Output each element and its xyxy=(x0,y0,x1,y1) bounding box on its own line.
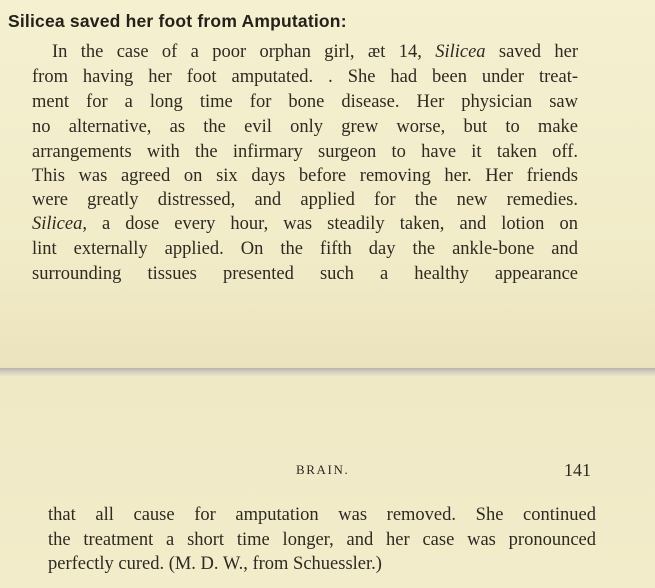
paragraph-line: were greatly distressed, and applied for the new remedies. xyxy=(32,190,578,210)
running-head: BRAIN. xyxy=(296,462,350,477)
paragraph-line: Silicea, a dose every hour, was steadily taken, and lotion on xyxy=(32,214,578,234)
paragraph-line: from having her foot amputated. . She had been under treat- xyxy=(32,67,578,87)
paragraph-line: In the case of a poor orphan girl, æt 14, Silicea saved her xyxy=(52,42,578,62)
paragraph-line: that all cause for amputation was removed. She continued xyxy=(48,505,596,525)
page-number: 141 xyxy=(564,460,591,480)
paragraph-line: perfectly cured. (M. D. W., from Schuessler.) xyxy=(48,554,382,574)
paragraph-line: ment for a long time for bone disease. Her physician saw xyxy=(32,92,578,112)
paragraph-line: This was agreed on six days before removing her. Her friends xyxy=(32,166,578,186)
paragraph-line: arrangements with the infirmary surgeon to have it taken off. xyxy=(32,142,578,162)
page-divider xyxy=(0,368,655,376)
paragraph-line: the treatment a short time longer, and her case was pronounced xyxy=(48,530,596,550)
paragraph-line: no alternative, as the evil only grew worse, but to make xyxy=(32,117,578,137)
section-heading: Silicea saved her foot from Amputation: xyxy=(8,11,347,31)
paragraph-line: lint externally applied. On the fifth day the ankle-bone and xyxy=(32,239,578,259)
paragraph-line: surrounding tissues presented such a healthy appearance xyxy=(32,264,578,284)
